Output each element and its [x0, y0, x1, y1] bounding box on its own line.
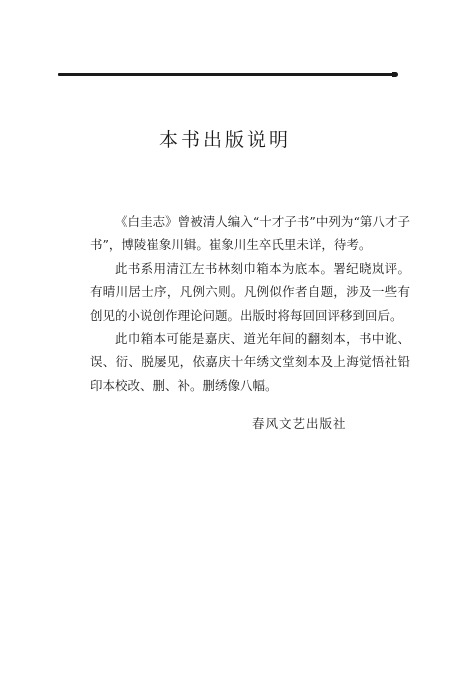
- paragraph-3: 此巾箱本可能是嘉庆、道光年间的翻刻本，书中讹、误、衍、脱屡见，依嘉庆十年绣文堂刻本及上海觉悟社铅印本校改、删、补。删绣像八幅。: [90, 331, 410, 393]
- paragraph-2: 此书系用清江左书林刻巾箱本为底本。署纪晓岚评。有晴川居士序，凡例六则。凡例似作者自题，涉及一些有创见的小说创作理论问题。出版时将每回回评移到回后。: [90, 260, 410, 323]
- paragraph-1: 《白圭志》曾被清人编入“十才子书”中列为“第八才子书”，博陵崔象川辑。崔象川生卒氏里未详，待考。: [90, 214, 410, 253]
- page-title: 本书出版说明: [158, 129, 291, 151]
- body-text: [90, 210, 410, 397]
- publisher-name: 春风文艺出版社: [252, 416, 347, 431]
- top-rule: [58, 73, 394, 76]
